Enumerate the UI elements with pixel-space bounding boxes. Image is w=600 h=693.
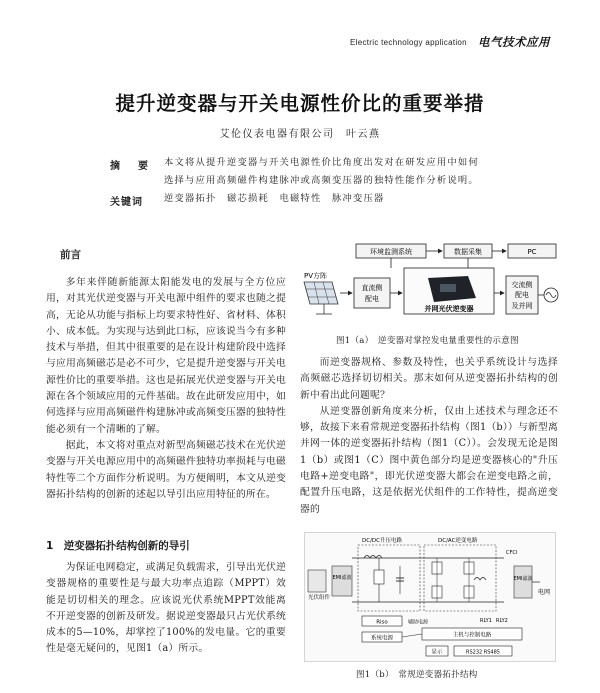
boost-switch-icon <box>374 570 384 584</box>
comm-label: RS232 RS485 <box>466 649 500 656</box>
abstract-label: 摘 要 <box>110 161 152 172</box>
section-1-heading: 1 逆变器拓扑结构创新的导引 <box>46 540 190 552</box>
boost-label: DC/DC升压电路 <box>362 538 403 544</box>
figure-1b-diagram <box>304 532 556 662</box>
dc-distribution-label-2: 配电 <box>365 295 379 303</box>
figure-1a <box>298 240 560 322</box>
env-monitor-label: 环境监测系统 <box>370 248 412 256</box>
emi-filter-in-box <box>332 566 352 596</box>
preface-heading: 前言 <box>60 249 81 261</box>
figure-1b <box>304 532 556 662</box>
section-1-paragraph-1: 为保证电网稳定，或满足负载需求，引导出光伏逆变器规格的重要性是与最大功率点追踪（MPPT）效能是切切相关的理念。应该说光伏系统MPPT效能离不开逆变器的创新及研发。据说逆变器最只占光伏系统成本的5—10%，却掌控了100%的发电量。它的重要性是毫无疑问的，见图1（a）所示。 <box>46 562 286 655</box>
emi-filter-in-label: EMI滤波 <box>332 575 352 581</box>
abstract-line-1: 本文将从提升逆变器与开关电源性价比角度出发对在研发应用中如何 <box>164 157 479 168</box>
pv-panel-icon <box>304 282 338 314</box>
article-author: 艾伦仪表电器有限公司 叶云燕 <box>219 129 381 140</box>
emi-filter-out-box <box>514 566 532 598</box>
riso-label: Riso <box>376 619 388 626</box>
running-header-cn: 电气技术应用 <box>478 35 550 49</box>
mcu-label: 主机与控制电路 <box>452 632 492 639</box>
preface-paragraph-2: 据此，本文将对重点对新型高频磁芯技术在光伏逆变器与开关电源应用中的高频磁件独特功率损耗与电磁特性等二个方面作分析说明。为方便阐明，本文从逆变器拓扑结构的创新的述起以导引出应用特征的所在。 <box>46 439 286 500</box>
right-paragraph-2: 从逆变器创新角度来分析，仅由上述技术与理念还不够，故接下来看常规逆变器拓扑结构（图1（b））与新型离并网一体的逆变器拓扑结构（图1（C））。会发现无论是图1（b）或图1（C）图中黄色部分均是逆变器核心的"升压电路+逆变电路"，即光伏逆变器大都会在逆变电路之前，配置升压电路，这是依据光伏组件的工作特性，提高逆变器的 <box>300 405 558 515</box>
preface-section <box>46 247 286 503</box>
figure-1a-diagram <box>298 240 560 322</box>
inverter-stage-label: DC/AC逆变电路 <box>438 538 478 544</box>
running-header-en: Electric technology application <box>350 38 467 47</box>
relay-2-label: RLY2 <box>496 618 508 624</box>
dc-distribution-label-1: 直流侧 <box>361 284 383 292</box>
right-column-body <box>300 355 558 518</box>
relay-1-label: RLY1 <box>480 618 492 624</box>
aux-power-label: 辅助电源 <box>408 619 429 626</box>
abstract-line-2: 选择与应用高频磁件构建脉冲或高频变压器的独特性能作分析说明。 <box>164 175 479 186</box>
keywords-label: 关键词 <box>110 197 143 208</box>
display-label: 显示 <box>431 649 443 656</box>
pv-module-label: 光伏组件 <box>308 595 331 601</box>
article-title: 提升逆变器与开关电源性价比的重要举措 <box>115 92 485 115</box>
inverter-label: 并网光伏逆变器 <box>424 305 474 313</box>
pc-label: PC <box>527 248 537 256</box>
right-paragraph-1: 而逆变器规格、参数及特性，也关乎系统设计与选择高频磁芯选择切切相关。那末如何从逆变器拓扑结构的创新中看出此问题呢？ <box>300 357 558 401</box>
section-1-body <box>46 560 286 658</box>
dc-distribution-box <box>354 278 390 308</box>
ac-distribution-label-2: 配电 <box>515 291 529 299</box>
pv-array-label: PV方阵 <box>304 272 328 280</box>
cfci-label: CFCI <box>506 550 518 556</box>
figure-1a-caption: 图1（a） 逆变器对掌控发电量重要性的示意图 <box>336 336 519 346</box>
preface-paragraph-1: 多年来伴随新能源太阳能发电的发展与全方位应用，对其光伏逆变器与开关电源中组件的要求也随之提高，无论从功能与指标上均要求特性好、省材料、体积小、成本低。为实现与达到此口标，应该说当今有多种技术与举措，但其中很重要的是在设计构建阶段中选择与应用高频磁芯是必不可少，它是提升逆变器与开关电源性价比的重要举措。这也是拓展光伏逆变器与开关电源在各个领域应用的元件基础。故在此研发应用中，如何选择与应用高频磁件构建脉冲或高频变压器的独特性能必须有一个清晰的了解。 <box>46 277 286 435</box>
keywords-text: 逆变器拓扑 磁芯损耗 电磁特性 脉冲变压器 <box>164 193 385 204</box>
pv-module-icon <box>308 570 326 592</box>
data-collect-label: 数据采集 <box>454 248 482 256</box>
figure-1b-caption: 图1（b） 常规逆变器拓扑结构 <box>356 670 478 680</box>
ac-distribution-label-1: 交流侧 <box>511 281 533 289</box>
ac-distribution-label-3: 及并网 <box>511 302 533 310</box>
grid-label: 电网 <box>538 589 551 596</box>
system-power-label: 系统电源 <box>370 635 394 642</box>
emi-filter-out-label: EMI滤波 <box>513 576 533 582</box>
